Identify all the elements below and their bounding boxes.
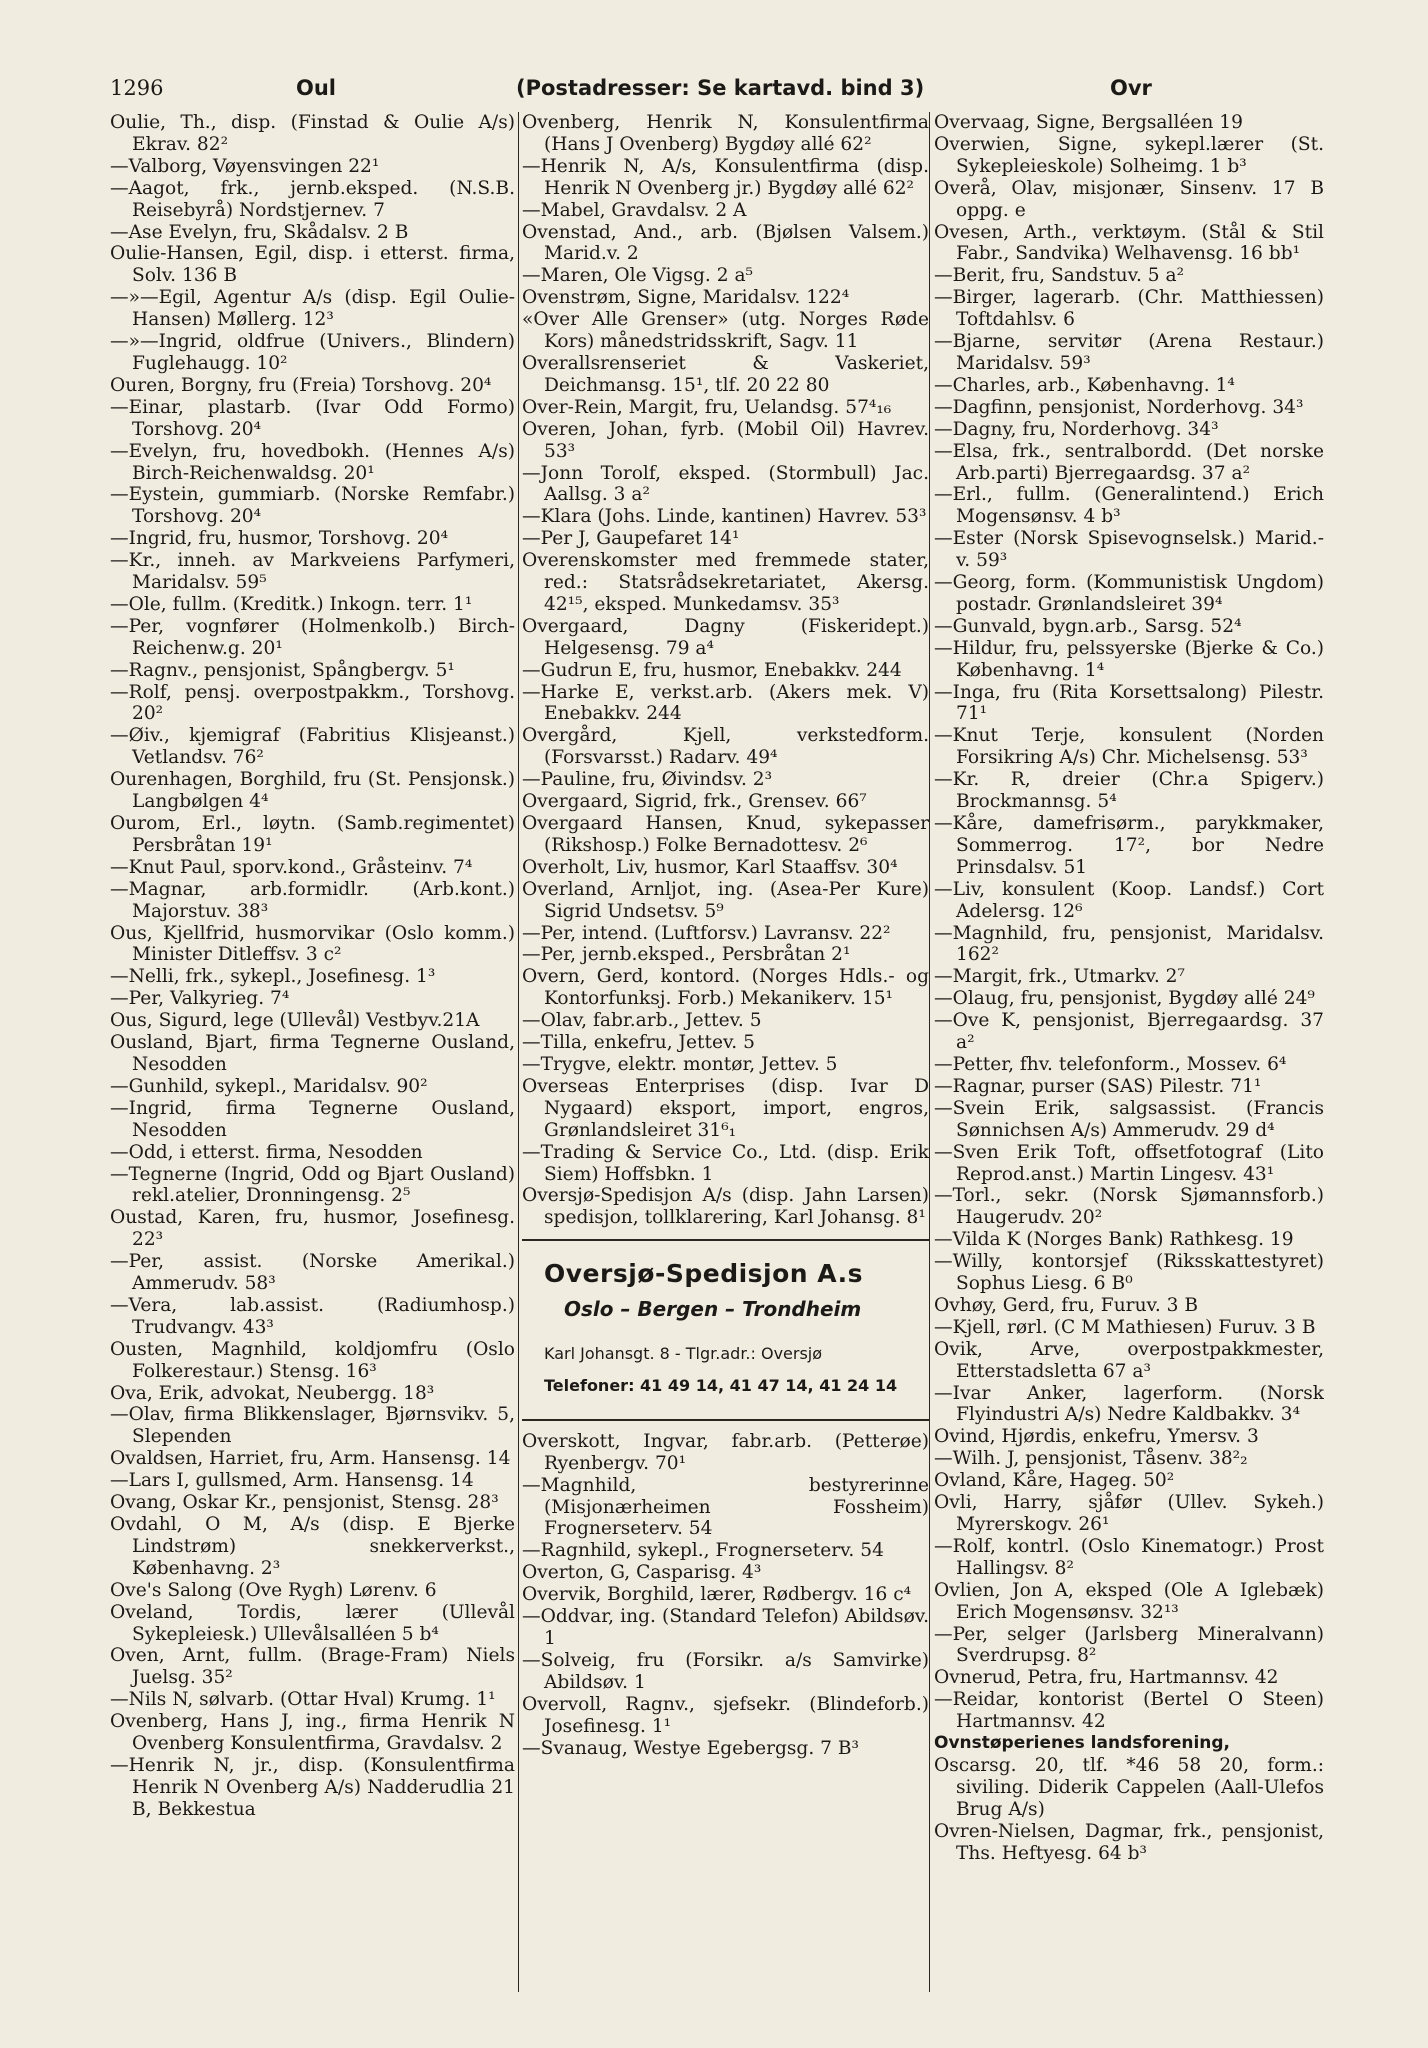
directory-entry: —Ragnv., pensjonist, Spångbergv. 5¹	[110, 659, 455, 681]
directory-entry: —Bjarne, servitør (Arena Restaur.) Maridalsv. 59³	[934, 331, 1324, 374]
directory-entry: Ovland, Kåre, Hageg. 50²	[934, 1470, 1175, 1492]
directory-entry: —Vilda K (Norges Bank) Rathkesg. 19	[934, 1229, 1294, 1251]
column-1	[110, 112, 515, 2012]
directory-entry: —Kr., inneh. av Markveiens Parfymeri, Maridalsv. 59⁵	[110, 550, 515, 594]
directory-entry: Ovnerud, Petra, fru, Hartmannsv. 42	[934, 1667, 1279, 1689]
column-divider	[518, 112, 519, 1992]
directory-entry: —Rolf, pensj. overpostpakkm., Torshovg. 20²	[110, 681, 515, 725]
directory-entry: —Magnhild, fru, pensjonist, Maridalsv. 162²	[934, 922, 1324, 966]
directory-entry: —Oddvar, ing. (Standard Telefon) Abildsøv. 1	[522, 1606, 929, 1649]
directory-entry: —Magnhild, bestyrerinne (Misjonærheimen Fossheim) Frognerseterv. 54	[522, 1474, 929, 1540]
ad-company-name: Oversjø-Spedisjon A.s	[544, 1259, 863, 1289]
directory-entry: Over-Rein, Margit, fru, Uelandsg. 57⁴₁₆	[522, 396, 892, 418]
directory-entry: —»—Egil, Agentur A/s (disp. Egil Oulie-Hansen) Møllerg. 12³	[110, 287, 515, 331]
directory-entry: —Gunvald, bygn.arb., Sarsg. 52⁴	[934, 615, 1242, 637]
directory-entry: —Knut Terje, konsulent (Norden Forsikring A/s) Chr. Michelsensg. 53³	[934, 725, 1324, 769]
column-3-entries	[934, 112, 1324, 1733]
directory-entry: Ovhøy, Gerd, fru, Furuv. 3 B	[934, 1294, 1199, 1316]
directory-entry: Ovenstrøm, Signe, Maridalsv. 122⁴	[522, 287, 850, 309]
directory-entry: Overgård, Kjell, verkstedform. (Forsvarsst.) Radarv. 49⁴	[522, 725, 929, 769]
directory-entry: —Hildur, fru, pelssyerske (Bjerke & Co.) Københavng. 1⁴	[934, 637, 1324, 681]
directory-entry: «Over Alle Grenser» (utg. Norges Røde Kors) månedstridsskrift, Sagv. 11	[522, 309, 929, 353]
directory-entry: —Sven Erik Toft, offsetfotograf (Lito Reprod.anst.) Martin Lingesv. 43¹	[934, 1141, 1324, 1185]
directory-entry: —Ove K, pensjonist, Bjerregaardsg. 37 a²	[934, 1010, 1324, 1054]
column-2-top-entries	[522, 112, 929, 1229]
directory-entry: Ova, Erik, advokat, Neubergg. 18³	[110, 1382, 435, 1404]
bold-entry: Ovnstøperienes landsforening,	[934, 1733, 1231, 1754]
directory-entry: —Inga, fru (Rita Korsettsalong) Pilestr. 71¹	[934, 681, 1324, 725]
directory-entry: —Trading & Service Co., Ltd. (disp. Erik Siem) Hoffsbkn. 1	[522, 1141, 929, 1185]
directory-entry: —Kr. R, dreier (Chr.a Spigerv.) Brockmannsg. 5⁴	[934, 769, 1324, 813]
directory-entry: —Per, jernb.eksped., Persbråtan 2¹	[522, 944, 851, 966]
directory-entry: —Jonn Torolf, eksped. (Stormbull) Jac. Aallsg. 3 a²	[522, 462, 929, 506]
ad-phones: Telefoner: 41 49 14, 41 47 14, 41 24 14	[544, 1375, 898, 1395]
column-3-tail-entries	[934, 1755, 1324, 1865]
directory-entry: —Petter, fhv. telefonform., Mossev. 6⁴	[934, 1053, 1287, 1075]
directory-entry: —Vera, lab.assist. (Radiumhosp.) Trudvangv. 43³	[110, 1294, 515, 1338]
directory-entry: Overgaard Hansen, Knud, sykepasser (Rikshosp.) Folke Bernadottesv. 2⁶	[522, 813, 929, 856]
directory-entry: Overen, Johan, fyrb. (Mobil Oil) Havrev. 53³	[522, 418, 929, 462]
directory-entry: Overn, Gerd, kontord. (Norges Hdls.- og Kontorfunksj. Forb.) Mekanikerv. 15¹	[522, 966, 929, 1010]
directory-entry: Ovenberg, Henrik N, Konsulentfirma (Hans J Ovenberg) Bygdøy allé 62²	[522, 112, 929, 155]
directory-entry: Overå, Olav, misjonær, Sinsenv. 17 B oppg. e	[934, 177, 1324, 221]
column-2-bottom-entries	[522, 1431, 929, 1760]
directory-entry: Ovlien, Jon A, eksped (Ole A Iglebæk) Erich Mogensønsv. 32¹³	[934, 1579, 1324, 1623]
directory-entry: —Olaug, fru, pensjonist, Bygdøy allé 24⁹	[934, 988, 1315, 1010]
directory-entry: —Reidar, kontorist (Bertel O Steen) Hartmannsv. 42	[934, 1689, 1324, 1733]
directory-entry: —Willy, kontorsjef (Riksskattestyret) Sophus Liesg. 6 B⁰	[934, 1251, 1324, 1295]
directory-entry: —Olav, fabr.arb., Jettev. 5	[522, 1010, 762, 1032]
directory-entry: —Torl., sekr. (Norsk Sjømannsforb.) Haugerudv. 20²	[934, 1185, 1324, 1229]
directory-entry: —Per, assist. (Norske Amerikal.) Ammerudv. 58³	[110, 1251, 515, 1295]
directory-entry: —Wilh. J, pensjonist, Tåsenv. 38²₂	[934, 1448, 1248, 1470]
header-center-note: (Postadresser: Se kartavd. bind 3)	[516, 76, 925, 100]
directory-entry: —Margit, frk., Utmarkv. 2⁷	[934, 966, 1185, 988]
directory-entry: Oscarsg. 20, tlf. *46 58 20, form.: siviling. Diderik Cappelen (Aall-Ulefos Brug A/s)	[934, 1754, 1324, 1820]
directory-entry: —Per, Valkyrieg. 7⁴	[110, 988, 290, 1010]
directory-entry: —»—Ingrid, oldfrue (Univers., Blindern) Fuglehaugg. 10²	[110, 331, 515, 374]
directory-entry: —Eystein, gummiarb. (Norske Remfabr.) Torshovg. 20⁴	[110, 484, 515, 528]
directory-entry: —Dagny, fru, Norderhovg. 34³	[934, 418, 1219, 440]
page-header	[110, 72, 1310, 112]
directory-entry: Ouren, Borgny, fru (Freia) Torshovg. 20⁴	[110, 374, 492, 396]
directory-entry: Ovenstad, And., arb. (Bjølsen Valsem.) Marid.v. 2	[522, 221, 929, 265]
directory-entry: —Charles, arb., Københavng. 1⁴	[934, 374, 1235, 396]
directory-entry: —Magnar, arb.formidlr. (Arb.kont.) Majorstuv. 38³	[110, 878, 515, 922]
directory-entry: —Maren, Ole Vigsg. 2 a⁵	[522, 265, 754, 287]
directory-entry: —Ingrid, firma Tegnerne Ousland, Nesodden	[110, 1097, 515, 1141]
directory-entry: Ovdahl, O M, A/s (disp. E Bjerke Lindstrøm) snekkerverkst., Københavng. 2³	[110, 1514, 515, 1579]
directory-entry: Overvoll, Ragnv., sjefsekr. (Blindeforb.) Josefinesg. 1¹	[522, 1693, 929, 1737]
directory-entry: —Erl., fullm. (Generalintend.) Erich Mogensønsv. 4 b³	[934, 484, 1324, 528]
directory-entry: —Ole, fullm. (Kreditk.) Inkogn. terr. 1¹	[110, 593, 473, 615]
directory-entry: —Ase Evelyn, fru, Skådalsv. 2 B	[110, 221, 409, 243]
directory-entry: Overland, Arnljot, ing. (Asea-Per Kure) Sigrid Undsetsv. 5⁹	[522, 878, 929, 922]
directory-entry: Overholt, Liv, husmor, Karl Staaffsv. 30⁴	[522, 856, 898, 878]
directory-entry: —Nelli, frk., sykepl., Josefinesg. 1³	[110, 966, 436, 988]
directory-entry: —Nils N, sølvarb. (Ottar Hval) Krumg. 1¹	[110, 1689, 496, 1711]
directory-entry: Overwien, Signe, sykepl.lærer (St. Sykepleieskole) Solheimg. 1 b³	[934, 133, 1324, 177]
directory-entry: Ovaldsen, Harriet, fru, Arm. Hansensg. 14	[110, 1448, 511, 1470]
directory-entry: Oven, Arnt, fullm. (Brage-Fram) Niels Juelsg. 35²	[110, 1645, 515, 1689]
directory-entry: —Øiv., kjemigraf (Fabritius Klisjeanst.) Vetlandsv. 76²	[110, 725, 515, 769]
directory-entry: Oulie-Hansen, Egil, disp. i etterst. firma, Solv. 136 B	[110, 243, 515, 287]
directory-entry: —Per, vognfører (Holmenkolb.) Birch-Reichenw.g. 20¹	[110, 615, 515, 659]
directory-entry: —Pauline, fru, Øivindsv. 2³	[522, 769, 773, 791]
directory-entry: Overgaard, Dagny (Fiskeridept.) Helgesensg. 79 a⁴	[522, 615, 929, 659]
directory-entry: —Tegnerne (Ingrid, Odd og Bjart Ousland) rekl.atelier, Dronningensg. 2⁵	[110, 1163, 515, 1207]
directory-entry: —Ragnhild, sykepl., Frognerseterv. 54	[522, 1540, 884, 1562]
directory-entry: —Ivar Anker, lagerform. (Norsk Flyindustri A/s) Nedre Kaldbakkv. 3⁴	[934, 1382, 1324, 1426]
directory-entry: —Einar, plastarb. (Ivar Odd Formo) Torshovg. 20⁴	[110, 396, 515, 440]
directory-entry: Overvik, Borghild, lærer, Rødbergv. 16 c⁴	[522, 1584, 912, 1606]
advertisement-box	[522, 1239, 929, 1421]
directory-entry: —Rolf, kontrl. (Oslo Kinematogr.) Prost Hallingsv. 8²	[934, 1535, 1324, 1579]
page-number: 1296	[110, 76, 164, 100]
directory-entry: Ourenhagen, Borghild, fru (St. Pensjonsk.) Langbølgen 4⁴	[110, 769, 515, 813]
directory-entry: Overgaard, Sigrid, frk., Grensev. 66⁷	[522, 791, 867, 813]
directory-entry: —Trygve, elektr. montør, Jettev. 5	[522, 1053, 838, 1075]
directory-entry: —Solveig, fru (Forsikr. a/s Samvirke) Abildsøv. 1	[522, 1649, 929, 1693]
directory-entry: Ove's Salong (Ove Rygh) Lørenv. 6	[110, 1579, 437, 1601]
directory-entry: Overseas Enterprises (disp. Ivar D Nygaard) eksport, import, engros, Grønlandsleiret 31⁶₁	[522, 1075, 929, 1141]
directory-entry: —Ingrid, fru, husmor, Torshovg. 20⁴	[110, 528, 449, 550]
directory-entry: Ovesen, Arth., verktøym. (Stål & Stil Fabr., Sandvika) Welhavensg. 16 bb¹	[934, 221, 1324, 265]
directory-entry: —Gunhild, sykepl., Maridalsv. 90²	[110, 1075, 428, 1097]
directory-entry: Ous, Kjellfrid, husmorvikar (Oslo komm.) Minister Ditleffsv. 3 c²	[110, 922, 515, 966]
directory-entry: —Svanaug, Westye Egebergsg. 7 B³	[522, 1737, 860, 1759]
directory-entry: Overton, G, Casparisg. 4³	[522, 1562, 762, 1584]
directory-entry: —Klara (Johs. Linde, kantinen) Havrev. 53³	[522, 506, 927, 528]
directory-entry: —Liv, konsulent (Koop. Landsf.) Cort Adelersg. 12⁶	[934, 878, 1324, 922]
directory-entry: Overskott, Ingvar, fabr.arb. (Petterøe) Ryenbergv. 70¹	[522, 1430, 929, 1474]
directory-entry: —Henrik N, jr., disp. (Konsulentfirma Henrik N Ovenberg A/s) Nadderudlia 21 B, Bekkestua	[110, 1754, 515, 1820]
directory-entry: —Elsa, frk., sentralbordd. (Det norske Arb.parti) Bjerregaardsg. 37 a²	[934, 440, 1324, 484]
directory-entry: Overallsrenseriet & Vaskeriet, Deichmansg. 15¹, tlf. 20 22 80	[522, 352, 929, 396]
directory-entry: Ousten, Magnhild, koldjomfru (Oslo Folkerestaur.) Stensg. 16³	[110, 1338, 515, 1382]
ad-cities: Oslo – Bergen – Trondheim	[564, 1297, 862, 1322]
directory-entry: —Valborg, Vøyensvingen 22¹	[110, 155, 380, 177]
directory-entry: —Lars I, gullsmed, Arm. Hansensg. 14	[110, 1470, 474, 1492]
directory-entry: —Kåre, damefrisørm., parykkmaker, Sommerrog. 17², bor Nedre Prinsdalsv. 51	[934, 813, 1324, 878]
directory-entry: Overenskomster med fremmede stater, red.: Statsrådsekretariatet, Akersg. 42¹⁵, eksped. Munkedamsv. 35³	[522, 550, 929, 615]
directory-entry: Oustad, Karen, fru, husmor, Josefinesg. 22³	[110, 1207, 515, 1251]
directory-entry: —Ester (Norsk Spisevognselsk.) Marid.-v. 59³	[934, 528, 1324, 572]
ad-address: Karl Johansgt. 8 - Tlgr.adr.: Oversjø	[544, 1344, 823, 1364]
directory-entry: —Berit, fru, Sandstuv. 5 a²	[934, 265, 1185, 287]
directory-entry: Overvaag, Signe, Bergsalléen 19	[934, 112, 1243, 133]
directory-entry: —Kjell, rørl. (C M Mathiesen) Furuv. 3 B	[934, 1316, 1316, 1338]
directory-entry: —Aagot, frk., jernb.eksped. (N.S.B. Reisebyrå) Nordstjernev. 7	[110, 177, 515, 221]
directory-entry: —Ragnar, purser (SAS) Pilestr. 71¹	[934, 1075, 1262, 1097]
directory-entry: —Tilla, enkefru, Jettev. 5	[522, 1032, 755, 1054]
directory-entry: —Svein Erik, salgsassist. (Francis Sønnichsen A/s) Ammerudv. 29 d⁴	[934, 1097, 1324, 1141]
directory-entry: Oulie, Th., disp. (Finstad & Oulie A/s) Ekrav. 82²	[110, 112, 515, 155]
directory-entry: —Per, intend. (Luftforsv.) Lavransv. 22²	[522, 922, 891, 944]
directory-entry: Ovren-Nielsen, Dagmar, frk., pensjonist, Ths. Heftyesg. 64 b³	[934, 1820, 1324, 1864]
column-divider	[929, 112, 930, 1992]
directory-entry: Ourom, Erl., løytn. (Samb.regimentet) Persbråtan 19¹	[110, 813, 515, 856]
column-2	[522, 112, 929, 2012]
directory-entry: —Evelyn, fru, hovedbokh. (Hennes A/s) Birch-Reichenwaldsg. 20¹	[110, 440, 515, 484]
header-right-guide-word: Ovr	[1110, 76, 1152, 100]
header-left-guide-word: Oul	[296, 76, 337, 100]
directory-entry: —Henrik N, A/s, Konsulentfirma (disp. Henrik N Ovenberg jr.) Bygdøy allé 62²	[522, 155, 929, 199]
directory-entry: —Harke E, verkst.arb. (Akers mek. V) Enebakkv. 244	[522, 681, 929, 725]
directory-entry: —Mabel, Gravdalsv. 2 A	[522, 199, 747, 221]
directory-entry: Oversjø-Spedisjon A/s (disp. Jahn Larsen) spedisjon, tollklarering, Karl Johansg. 8¹	[522, 1185, 929, 1229]
directory-entry: —Per J, Gaupefaret 14¹	[522, 528, 740, 550]
directory-entry: Ovli, Harry, sjåfør (Ullev. Sykeh.) Myrerskogv. 26¹	[934, 1492, 1324, 1535]
directory-entry: —Georg, form. (Kommunistisk Ungdom) postadr. Grønlandsleiret 39⁴	[934, 572, 1324, 615]
directory-entry: Ous, Sigurd, lege (Ullevål) Vestbyv.21A	[110, 1010, 480, 1032]
directory-entry: Ovenberg, Hans J, ing., firma Henrik N Ovenberg Konsulentfirma, Gravdalsv. 2	[110, 1711, 515, 1755]
directory-entry: Ovind, Hjørdis, enkefru, Ymersv. 3	[934, 1426, 1259, 1448]
directory-entry: Ousland, Bjart, firma Tegnerne Ousland, Nesodden	[110, 1032, 515, 1075]
directory-entry: —Knut Paul, sporv.kond., Gråsteinv. 7⁴	[110, 856, 473, 878]
directory-entry: —Birger, lagerarb. (Chr. Matthiessen) Toftdahlsv. 6	[934, 287, 1324, 331]
directory-entry: —Per, selger (Jarlsberg Mineralvann) Sverdrupsg. 8²	[934, 1623, 1324, 1667]
directory-entry: —Dagfinn, pensjonist, Norderhovg. 34³	[934, 396, 1304, 418]
directory-entry: Ovik, Arve, overpostpakkmester, Etterstadsletta 67 a³	[934, 1338, 1324, 1382]
directory-entry: Oveland, Tordis, lærer (Ullevål Sykepleiesk.) Ullevålsalléen 5 b⁴	[110, 1601, 515, 1645]
directory-entry: —Gudrun E, fru, husmor, Enebakkv. 244	[522, 659, 902, 681]
directory-entry: Ovang, Oskar Kr., pensjonist, Stensg. 28³	[110, 1492, 499, 1514]
column-3	[934, 112, 1324, 2012]
directory-entry: —Olav, firma Blikkenslager, Bjørnsvikv. 5, Slependen	[110, 1404, 515, 1448]
directory-entry: —Odd, i etterst. firma, Nesodden	[110, 1141, 423, 1163]
